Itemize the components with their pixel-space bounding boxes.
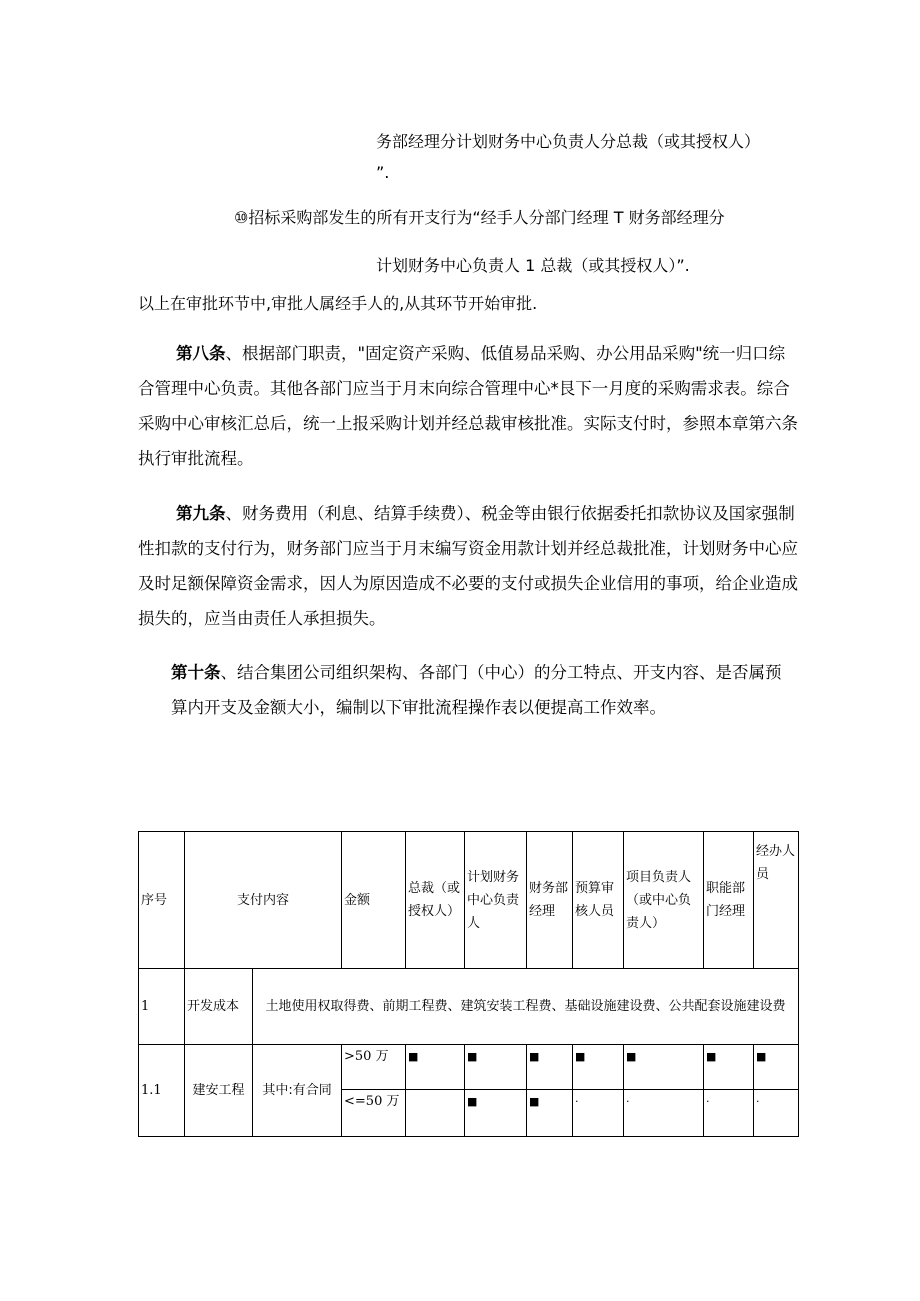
text-line-4: 计划财务中心负责人 1 总裁（或其授权人）”. <box>376 256 690 275</box>
article-10-body: 、结合集团公司组织架构、各部门（中心）的分工特点、开支内容、是否属预算内开支及金额大小，编制以下审批流程操作表以便提高工作效率。 <box>171 663 782 717</box>
row2-subtype: 其中:有合同 <box>253 1045 342 1137</box>
mark-cell: · <box>754 1090 799 1137</box>
row2-category: 建安工程 <box>185 1045 253 1137</box>
article-10 <box>171 655 791 725</box>
header-proj: 项目负责人（或中心负责人） <box>624 832 704 969</box>
mark-cell: · <box>624 1090 704 1137</box>
article-9-body: 、财务费用（利息、结算手续费）、税金等由银行依据委托扣款协议及国家强制性扣款的支付行为，财务部门应当于月末编写资金用款计划并经总裁批准，计划财务中心应及时足额保障资金需求，因人为原因造成不必要的支付或损失企业信用的事项，给企业造成损失的，应当由责任人承担损失。 <box>138 504 798 628</box>
mark-cell <box>406 1090 465 1137</box>
mark-cell: ■ <box>754 1045 799 1090</box>
table-row <box>139 1045 799 1090</box>
text-line-2: ”. <box>376 163 390 182</box>
mark-cell: · <box>573 1090 624 1137</box>
article-8-body: 、根据部门职责，"固定资产采购、低值易品采购、办公用品采购"统一归口综合管理中心负责。其他各部门应当于月末向综合管理中心*艮下一月度的采购需求表。综合采购中心审核汇总后，统一上报采购计划并经总裁审核批准。实际支付时，参照本章第六条执行审批流程。 <box>138 344 798 468</box>
article-9-label: 第九条 <box>176 504 226 523</box>
header-fin: 财务部经理 <box>527 832 573 969</box>
header-budget: 预算审核人员 <box>573 832 624 969</box>
mark-cell: · <box>704 1090 754 1137</box>
header-ceo: 总裁（或授权人） <box>406 832 465 969</box>
mark-cell: ■ <box>406 1045 465 1090</box>
article-10-label: 第十条 <box>171 663 221 682</box>
header-seq: 序号 <box>139 832 185 969</box>
header-plan: 计划财务中心负责人 <box>465 832 527 969</box>
header-content: 支付内容 <box>185 832 342 969</box>
article-8 <box>138 336 798 476</box>
row1-category: 开发成本 <box>185 969 253 1045</box>
header-func: 职能部门经理 <box>704 832 754 969</box>
header-handler: 经办人员 <box>754 832 799 969</box>
row2-seq: 1.1 <box>139 1045 185 1137</box>
mark-cell: ■ <box>527 1090 573 1137</box>
mark-cell: ■ <box>465 1045 527 1090</box>
article-9 <box>138 496 798 636</box>
mark-cell: ■ <box>465 1090 527 1137</box>
text-line-3: ⑩招标采购部发生的所有开支行为“经手人分部门经理 T 财务部经理分 <box>234 208 725 227</box>
mark-cell: ■ <box>573 1045 624 1090</box>
table-header-row <box>139 832 799 969</box>
approval-flow-table <box>138 831 799 1137</box>
mark-cell: ■ <box>527 1045 573 1090</box>
text-line-5: 以上在审批环节中,审批人属经手人的,从其环节开始审批. <box>138 294 538 313</box>
mark-cell: ■ <box>704 1045 754 1090</box>
article-8-label: 第八条 <box>176 344 226 363</box>
row1-description: 土地使用权取得费、前期工程费、建筑安装工程费、基础设施建设费、公共配套设施建设费 <box>253 969 799 1045</box>
table-row <box>139 969 799 1045</box>
mark-cell: ■ <box>624 1045 704 1090</box>
row2-amount-under: <=50 万 <box>342 1090 406 1137</box>
row2-amount-over: >50 万 <box>342 1045 406 1090</box>
text-line-1: 务部经理分计划财务中心负责人分总裁（或其授权人） <box>376 132 761 151</box>
row1-seq: 1 <box>139 969 185 1045</box>
header-amount: 金额 <box>342 832 406 969</box>
